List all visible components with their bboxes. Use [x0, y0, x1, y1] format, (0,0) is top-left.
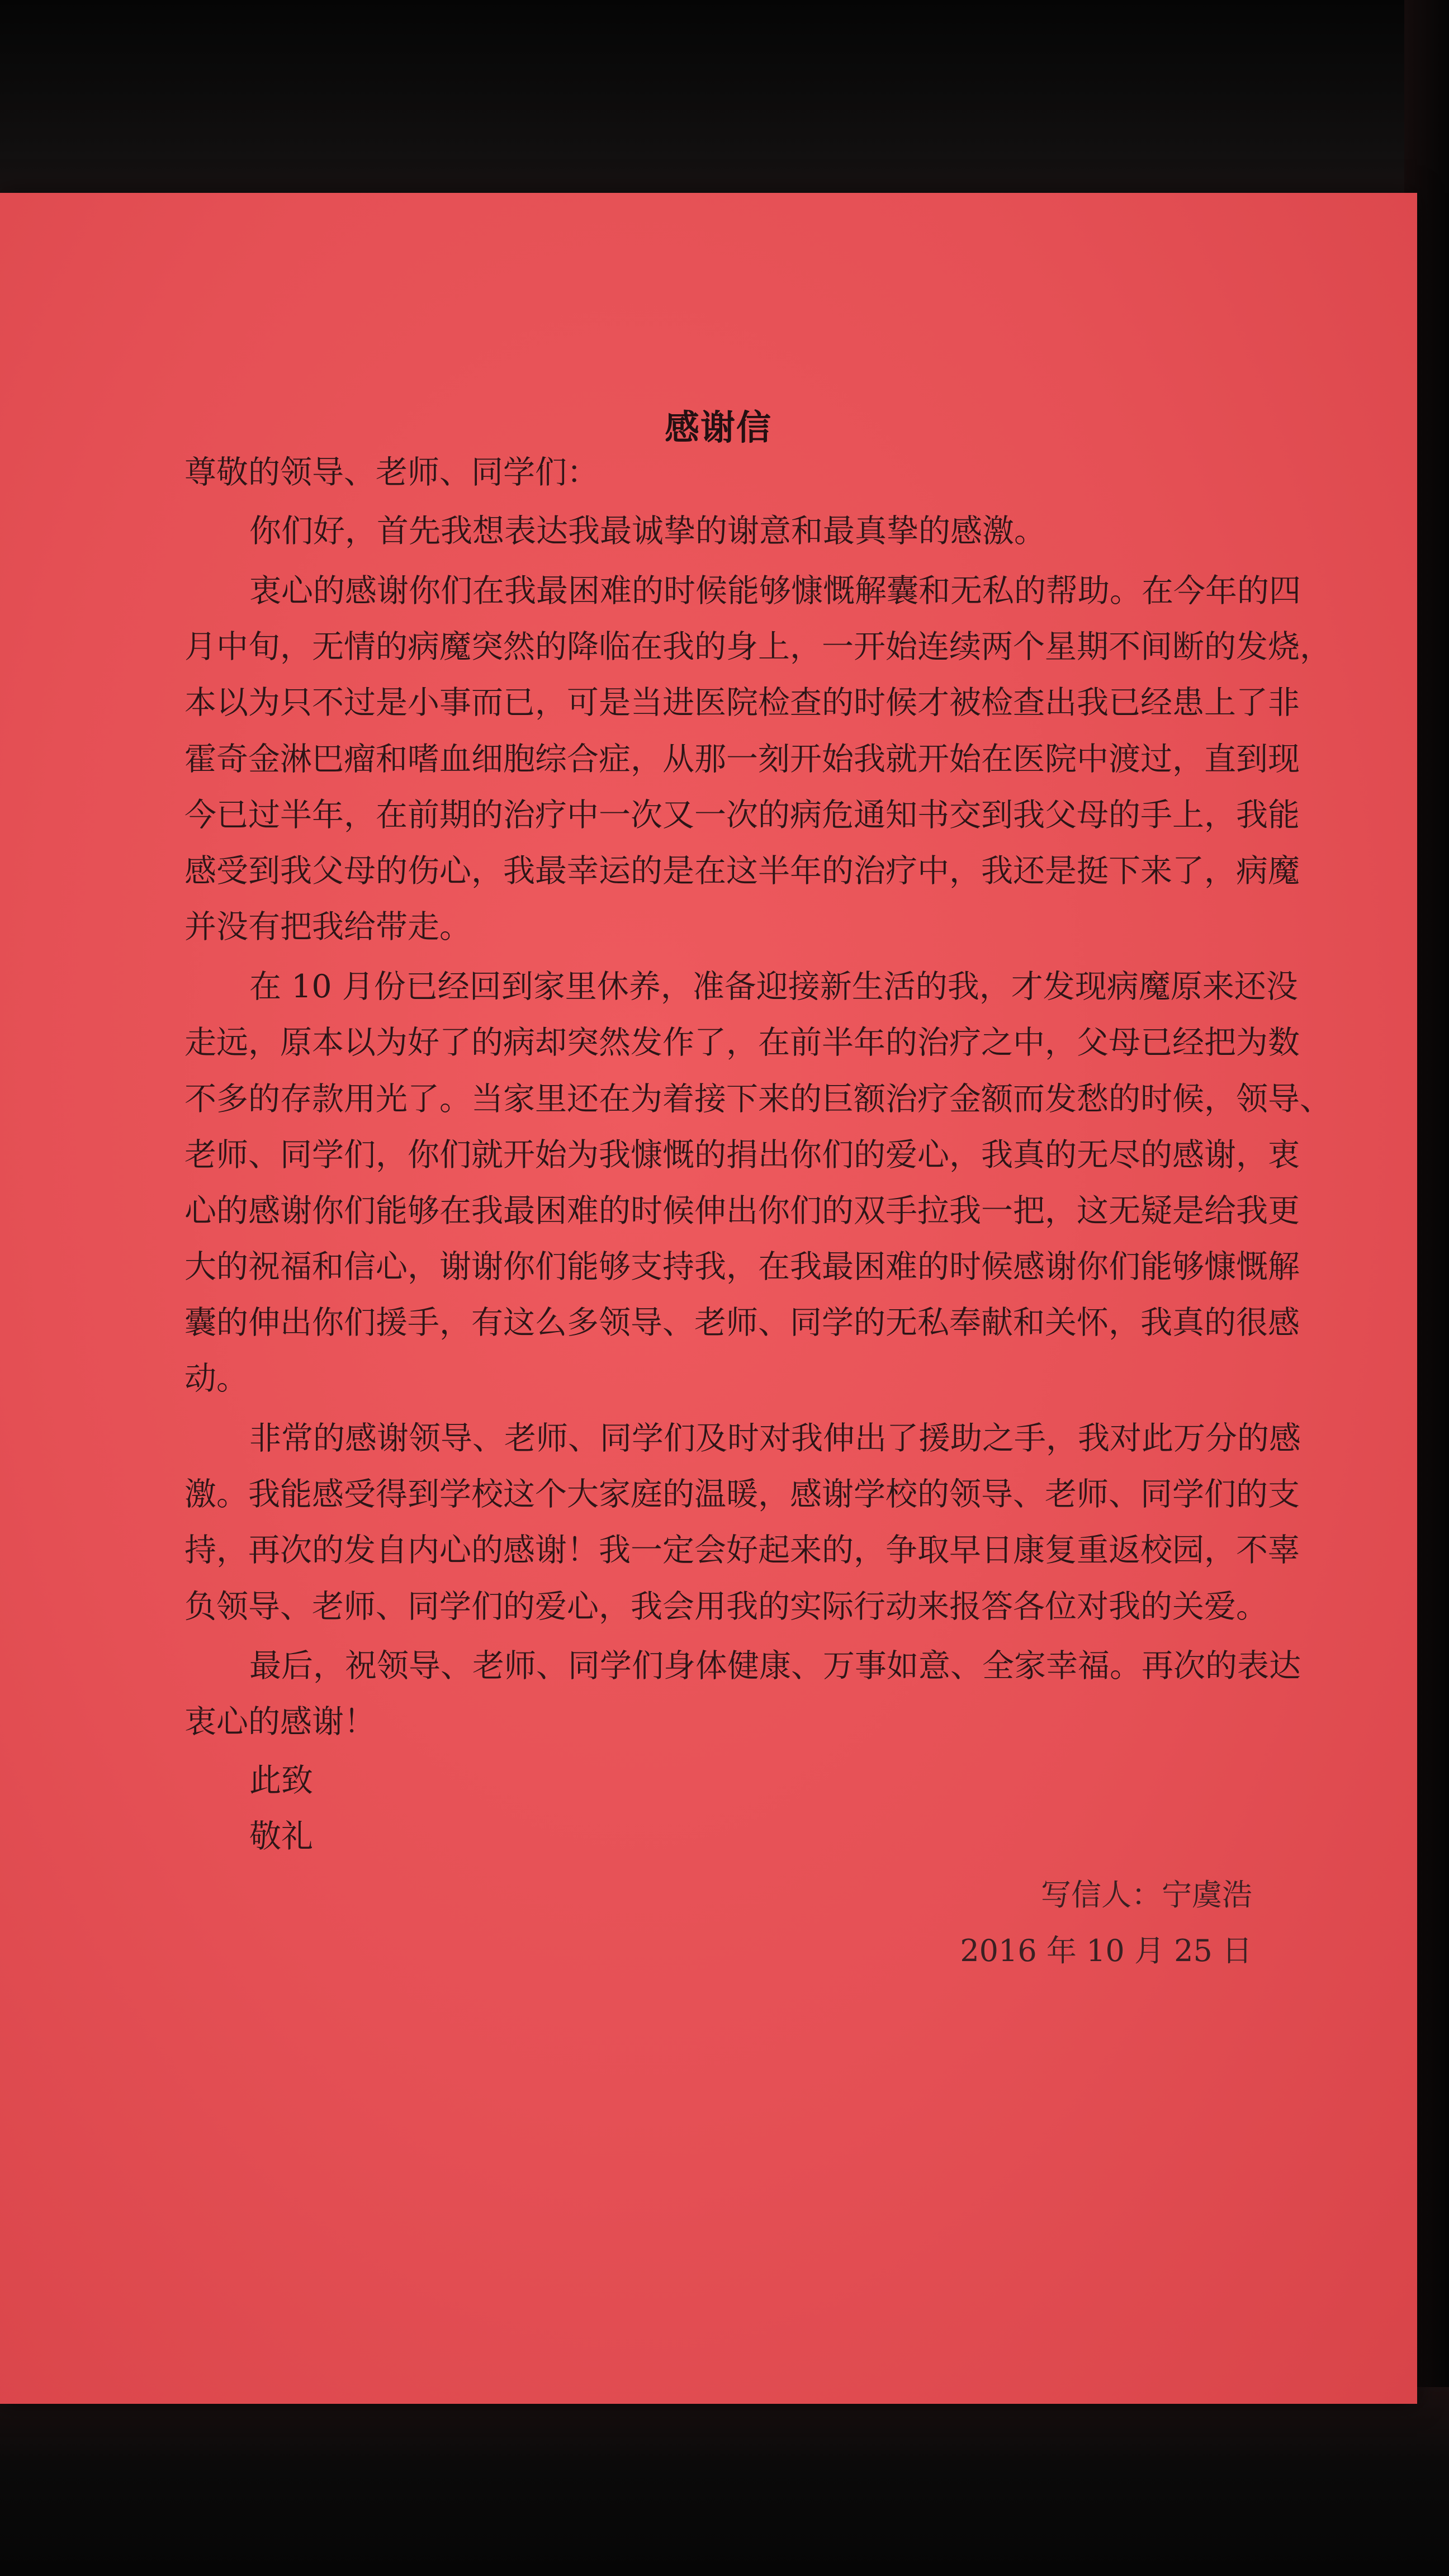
letter-line: 霍奇金淋巴瘤和嗜血细胞综合症，从那一刻开始我就开始在医院中渡过，直到现: [184, 741, 1300, 778]
letter-line: 动。: [184, 1360, 248, 1397]
letter-paper: [0, 193, 1417, 2404]
letter-line: 感受到我父母的伤心，我最幸运的是在这半年的治疗中，我还是挺下来了，病魔: [184, 853, 1300, 889]
letter-line: 不多的存款用光了。当家里还在为着接下来的巨额治疗金额而发愁的时候，领导、: [184, 1081, 1332, 1117]
letter-line: 老师、同学们，你们就开始为我慷慨的捐出你们的爱心，我真的无尽的感谢，衷: [184, 1137, 1300, 1173]
letter-line: 心的感谢你们能够在我最困难的时候伸出你们的双手拉我一把，这无疑是给我更: [184, 1192, 1300, 1229]
letter-line: 大的祝福和信心，谢谢你们能够支持我，在我最困难的时候感谢你们能够慷慨解: [184, 1248, 1300, 1285]
background-top: [0, 0, 1449, 201]
closing-line: 敬礼: [249, 1818, 313, 1855]
letter-line: 本以为只不过是小事而已，可是当进医院检查的时候才被检查出我已经患上了非: [184, 684, 1300, 721]
letter-line: 囊的伸出你们援手，有这么多领导、老师、同学的无私奉献和关怀，我真的很感: [184, 1304, 1300, 1341]
letter-date: 2016 年 10 月 25 日: [960, 1933, 1252, 1968]
letter-line: 持，再次的发自内心的感谢！我一定会好起来的，争取早日康复重返校园，不辜: [184, 1532, 1300, 1569]
background-bottom: [0, 2387, 1449, 2576]
letter-line: 最后，祝领导、老师、同学们身体健康、万事如意、全家幸福。再次的表达: [249, 1647, 1301, 1684]
letter-line: 你们好，首先我想表达我最诚挚的谢意和最真挚的感激。: [249, 513, 1046, 550]
signature: 写信人：宁虞浩: [1041, 1877, 1252, 1912]
closing-line: 此致: [249, 1762, 313, 1799]
letter-title: 感谢信: [664, 407, 772, 448]
letter-line: 在 10 月份已经回到家里休养，准备迎接新生活的我，才发现病魔原来还没: [249, 968, 1298, 1005]
letter-line: 非常的感谢领导、老师、同学们及时对我伸出了援助之手，我对此万分的感: [249, 1420, 1301, 1457]
letter-line: 并没有把我给带走。: [184, 908, 471, 945]
letter-line: 衷心的感谢！: [184, 1703, 376, 1740]
salutation: 尊敬的领导、老师、同学们：: [184, 454, 599, 491]
letter-line: 走远，原本以为好了的病却突然发作了，在前半年的治疗之中，父母已经把为数: [184, 1024, 1300, 1061]
letter-line: 衷心的感谢你们在我最困难的时候能够慷慨解囊和无私的帮助。在今年的四: [249, 572, 1301, 609]
letter-line: 月中旬，无情的病魔突然的降临在我的身上，一开始连续两个星期不间断的发烧，: [184, 628, 1332, 665]
letter-line: 负领导、老师、同学们的爱心，我会用我的实际行动来报答各位对我的关爱。: [184, 1588, 1268, 1625]
letter-line: 今已过半年，在前期的治疗中一次又一次的病危通知书交到我父母的手上，我能: [184, 797, 1300, 834]
letter-line: 激。我能感受得到学校这个大家庭的温暖，感谢学校的领导、老师、同学们的支: [184, 1476, 1300, 1513]
